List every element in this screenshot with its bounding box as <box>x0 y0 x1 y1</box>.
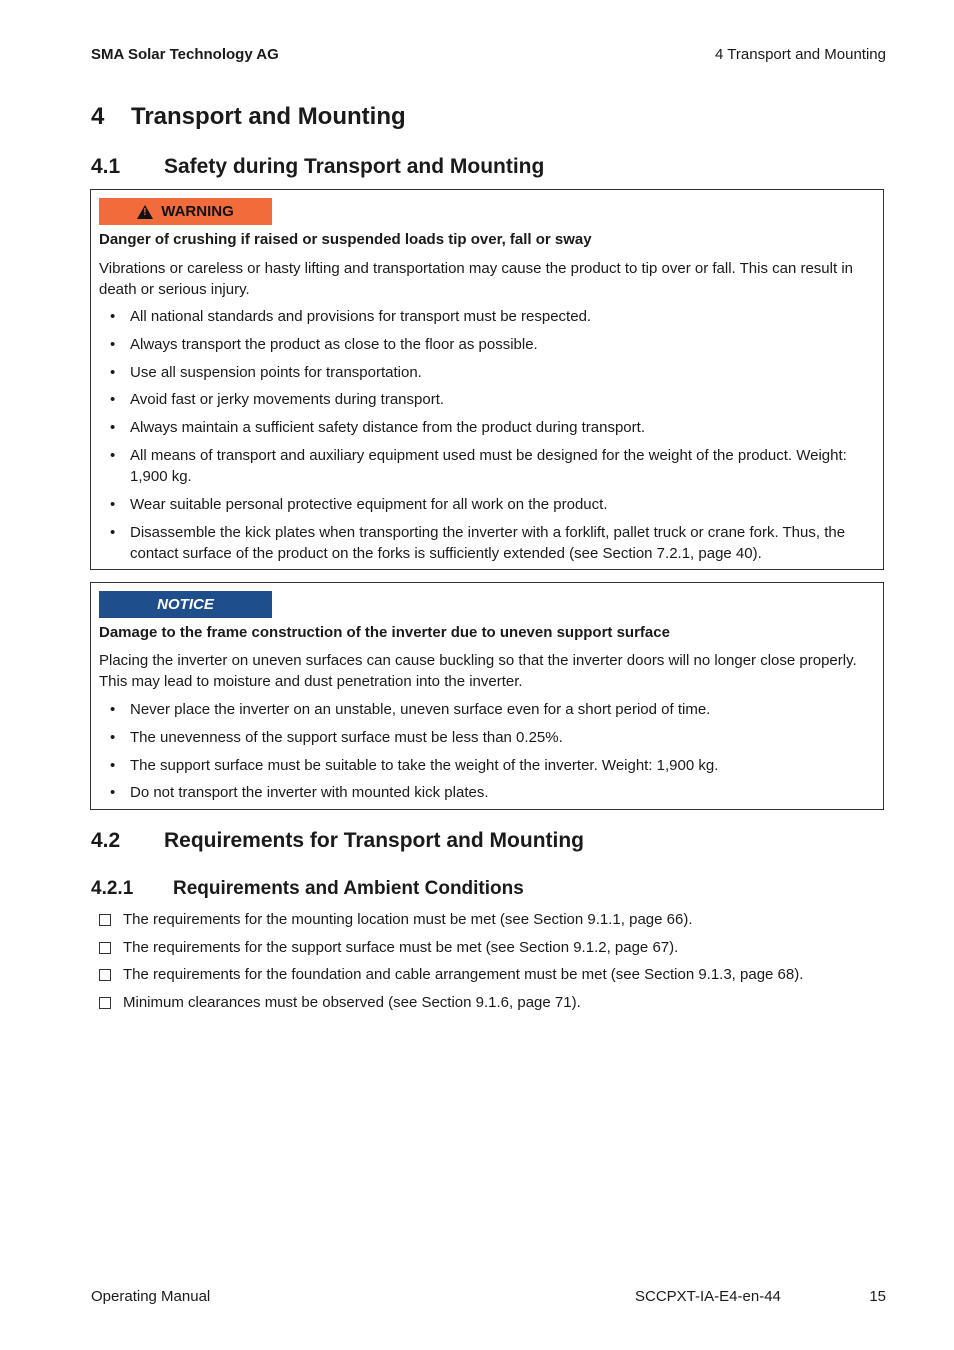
footer-doc-code: SCCPXT-IA-E4-en-44 <box>635 1288 781 1305</box>
section-4-1-heading <box>91 155 544 179</box>
list-item: • The unevenness of the support surface must be less than 0.25%. <box>99 727 871 748</box>
section-title: Safety during Transport and Mounting <box>164 155 545 178</box>
checklist-item-text: Minimum clearances must be observed (see Section 9.1.6, page 71). <box>123 994 581 1012</box>
checklist-item-text: The requirements for the foundation and cable arrangement must be met (see Section 9.1.3, page 68). <box>123 966 804 984</box>
list-item: • Never place the inverter on an unstable, uneven surface even for a short period of time. <box>99 699 871 720</box>
notice-list <box>99 699 871 810</box>
list-item: • Avoid fast or jerky movements during transport. <box>99 389 871 410</box>
checkbox-icon <box>99 942 111 954</box>
checklist-item <box>98 992 803 1013</box>
checkbox-icon <box>99 969 111 981</box>
warning-triangle-icon <box>137 205 153 219</box>
list-item: • All national standards and provisions for transport must be respected. <box>99 306 871 327</box>
section-4-2-heading <box>91 829 584 853</box>
checkbox-icon <box>99 997 111 1009</box>
checkbox-icon <box>99 914 111 926</box>
header-company: SMA Solar Technology AG <box>91 46 279 63</box>
chapter-number: 4 <box>91 103 105 130</box>
warning-label <box>99 198 272 225</box>
warning-text: Vibrations or careless or hasty lifting and transportation may cause the product to tip over or fall. This can result in death or serious injury. <box>99 260 853 298</box>
notice-text: Placing the inverter on uneven surfaces can cause buckling so that the inverter doors will no longer close properly. This may lead to moisture and dust penetration into the inverter. <box>99 652 857 690</box>
list-item: • All means of transport and auxiliary equipment used must be designed for the weight of the product. Weight: 1,900 kg. <box>99 445 871 487</box>
subsection-number: 4.2.1 <box>91 878 134 899</box>
checklist-item <box>98 909 803 930</box>
chapter-heading <box>91 103 406 131</box>
header-chapter: 4 Transport and Mounting <box>715 46 886 63</box>
subsection-title: Requirements and Ambient Conditions <box>173 878 524 899</box>
section-title: Requirements for Transport and Mounting <box>164 829 585 852</box>
subsection-heading <box>91 878 524 900</box>
list-item: • Disassemble the kick plates when transporting the inverter with a forklift, pallet truck or crane fork. Thus, the contact surface of the product on the forks is sufficiently extended (see Section 7.2.1, page 40). <box>99 522 871 564</box>
notice-heading: Damage to the frame construction of the inverter due to uneven support surface <box>99 624 670 641</box>
requirements-checklist <box>98 909 803 1020</box>
warning-heading: Danger of crushing if raised or suspended loads tip over, fall or sway <box>99 231 592 248</box>
checklist-item <box>98 937 803 958</box>
notice-label: NOTICE <box>99 591 272 618</box>
list-item: • Wear suitable personal protective equipment for all work on the product. <box>99 494 871 515</box>
list-item: • Always maintain a sufficient safety distance from the product during transport. <box>99 417 871 438</box>
checklist-item-text: The requirements for the support surface must be met (see Section 9.1.2, page 67). <box>123 938 679 956</box>
list-item: • Always transport the product as close to the floor as possible. <box>99 334 871 355</box>
warning-label-text: WARNING <box>161 203 234 220</box>
footer-page-number: 15 <box>869 1288 886 1305</box>
warning-box <box>90 189 884 570</box>
section-number: 4.2 <box>91 829 121 852</box>
list-item: • The support surface must be suitable to take the weight of the inverter. Weight: 1,900 kg. <box>99 755 871 776</box>
section-number: 4.1 <box>91 155 121 178</box>
notice-box <box>90 582 884 810</box>
footer-manual: Operating Manual <box>91 1288 211 1305</box>
chapter-title: Transport and Mounting <box>131 103 406 130</box>
list-item: • Use all suspension points for transportation. <box>99 362 871 383</box>
list-item: • Do not transport the inverter with mounted kick plates. <box>99 782 871 803</box>
warning-list <box>99 306 871 570</box>
checklist-item-text: The requirements for the mounting location must be met (see Section 9.1.1, page 66). <box>123 911 693 928</box>
checklist-item <box>98 964 803 985</box>
